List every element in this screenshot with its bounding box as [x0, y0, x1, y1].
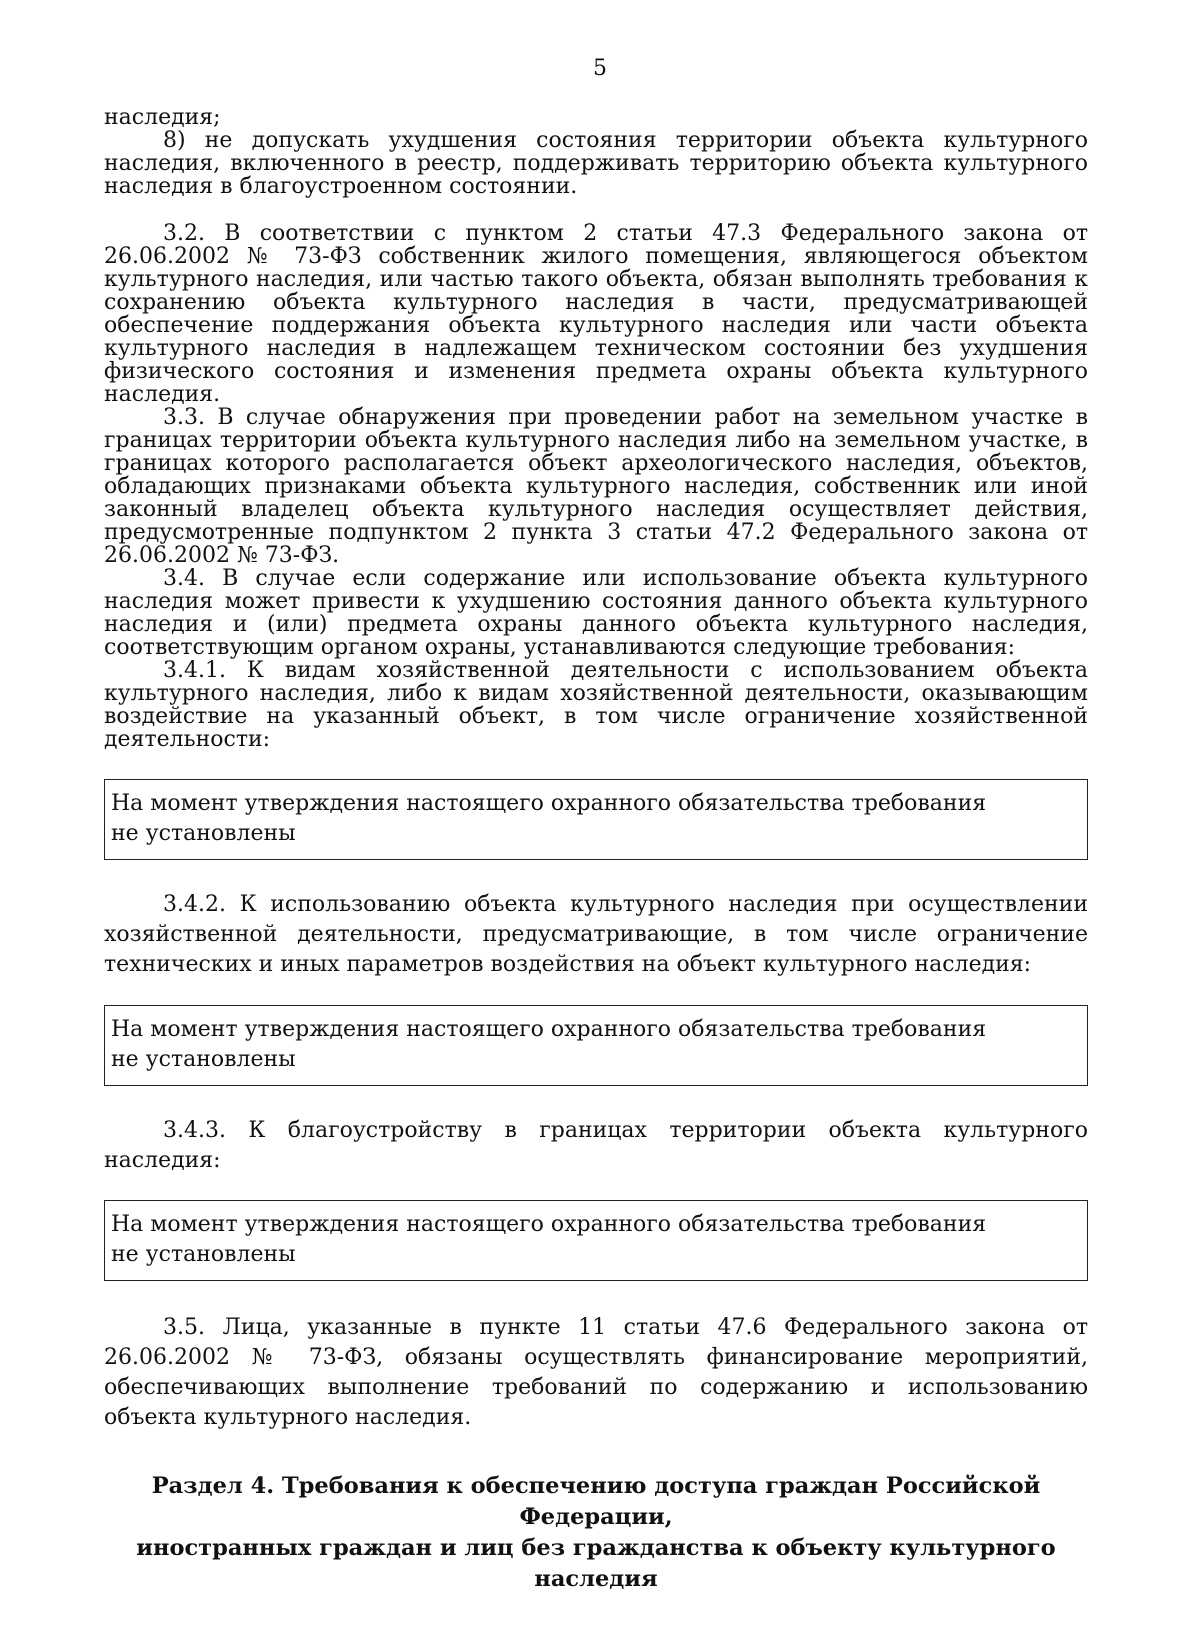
requirements-box-3 — [104, 1200, 1088, 1281]
requirements-box-3-line1: На момент утверждения настоящего охранного обязательства требования — [111, 1212, 987, 1237]
section-4-heading-line1: Раздел 4. Требования к обеспечению доступа граждан Российской Федерации, — [151, 1473, 1041, 1530]
page-number: 5 — [593, 56, 607, 81]
requirements-box-2-line1: На момент утверждения настоящего охранного обязательства требования — [111, 1017, 987, 1042]
section-4-heading-line2: иностранных граждан и лиц без гражданства к объекту культурного наследия — [136, 1535, 1056, 1592]
paragraph-continuation: наследия; — [104, 105, 221, 130]
requirements-box-2-line2: не установлены — [111, 1047, 296, 1072]
paragraph-item-8: 8) не допускать ухудшения состояния территории объекта культурного наследия, включенного в реестр, поддерживать территорию объекта культурного наследия в благоустроенном состоянии. — [104, 128, 1088, 199]
paragraph-3-3: 3.3. В случае обнаружения при проведении работ на земельном участке в границах территории объекта культурного наследия либо на земельном участке, в границах которого располагается объект археологического наследия, объектов, обладающих признаками объекта культурного наследия, собственник или иной законный владелец объекта культурного наследия осуществляет действия, предусмотренные подпунктом 2 пункта 3 статьи 47.2 Федерального закона от 26.06.2002 № 73-ФЗ. — [104, 405, 1088, 568]
requirements-box-1-line1: На момент утверждения настоящего охранного обязательства требования — [111, 791, 987, 816]
paragraph-3-4-3: 3.4.3. К благоустройству в границах территории объекта культурного наследия: — [104, 1118, 1088, 1173]
requirements-box-2 — [104, 1005, 1088, 1086]
paragraph-3-4-1: 3.4.1. К видам хозяйственной деятельности с использованием объекта культурного наследия, либо к видам хозяйственной деятельности, оказывающим воздействие на указанный объект, в том числе ограничение хозяйственной деятельности: — [104, 658, 1088, 752]
section-4-heading — [104, 1471, 1088, 1595]
paragraph-3-2: 3.2. В соответствии с пунктом 2 статьи 47.3 Федерального закона от 26.06.2002 № 73-ФЗ собственник жилого помещения, являющегося объектом культурного наследия, или частью такого объекта, обязан выполнять требования к сохранению объекта культурного наследия в части, предусматривающей обеспечение поддержания объекта культурного наследия или части объекта культурного наследия в надлежащем техническом состоянии без ухудшения физического состояния и изменения предмета охраны объекта культурного наследия. — [104, 221, 1088, 407]
paragraph-3-5: 3.5. Лица, указанные в пункте 11 статьи 47.6 Федерального закона от 26.06.2002 № 73-ФЗ, обязаны осуществлять финансирование мероприятий, обеспечивающих выполнение требований по содержанию и использованию объекта культурного наследия. — [104, 1315, 1088, 1430]
paragraph-3-4: 3.4. В случае если содержание или использование объекта культурного наследия может привести к ухудшению состояния данного объекта культурного наследия и (или) предмета охраны данного объекта культурного наследия, соответствующим органом охраны, устанавливаются следующие требования: — [104, 566, 1088, 660]
requirements-box-1-line2: не установлены — [111, 821, 296, 846]
document-body — [104, 106, 1088, 1595]
requirements-box-3-line2: не установлены — [111, 1242, 296, 1267]
requirements-box-1 — [104, 779, 1088, 860]
paragraph-3-4-2: 3.4.2. К использованию объекта культурного наследия при осуществлении хозяйственной деятельности, предусматривающие, в том числе ограничение технических и иных параметров воздействия на объект культурного наследия: — [104, 892, 1088, 977]
